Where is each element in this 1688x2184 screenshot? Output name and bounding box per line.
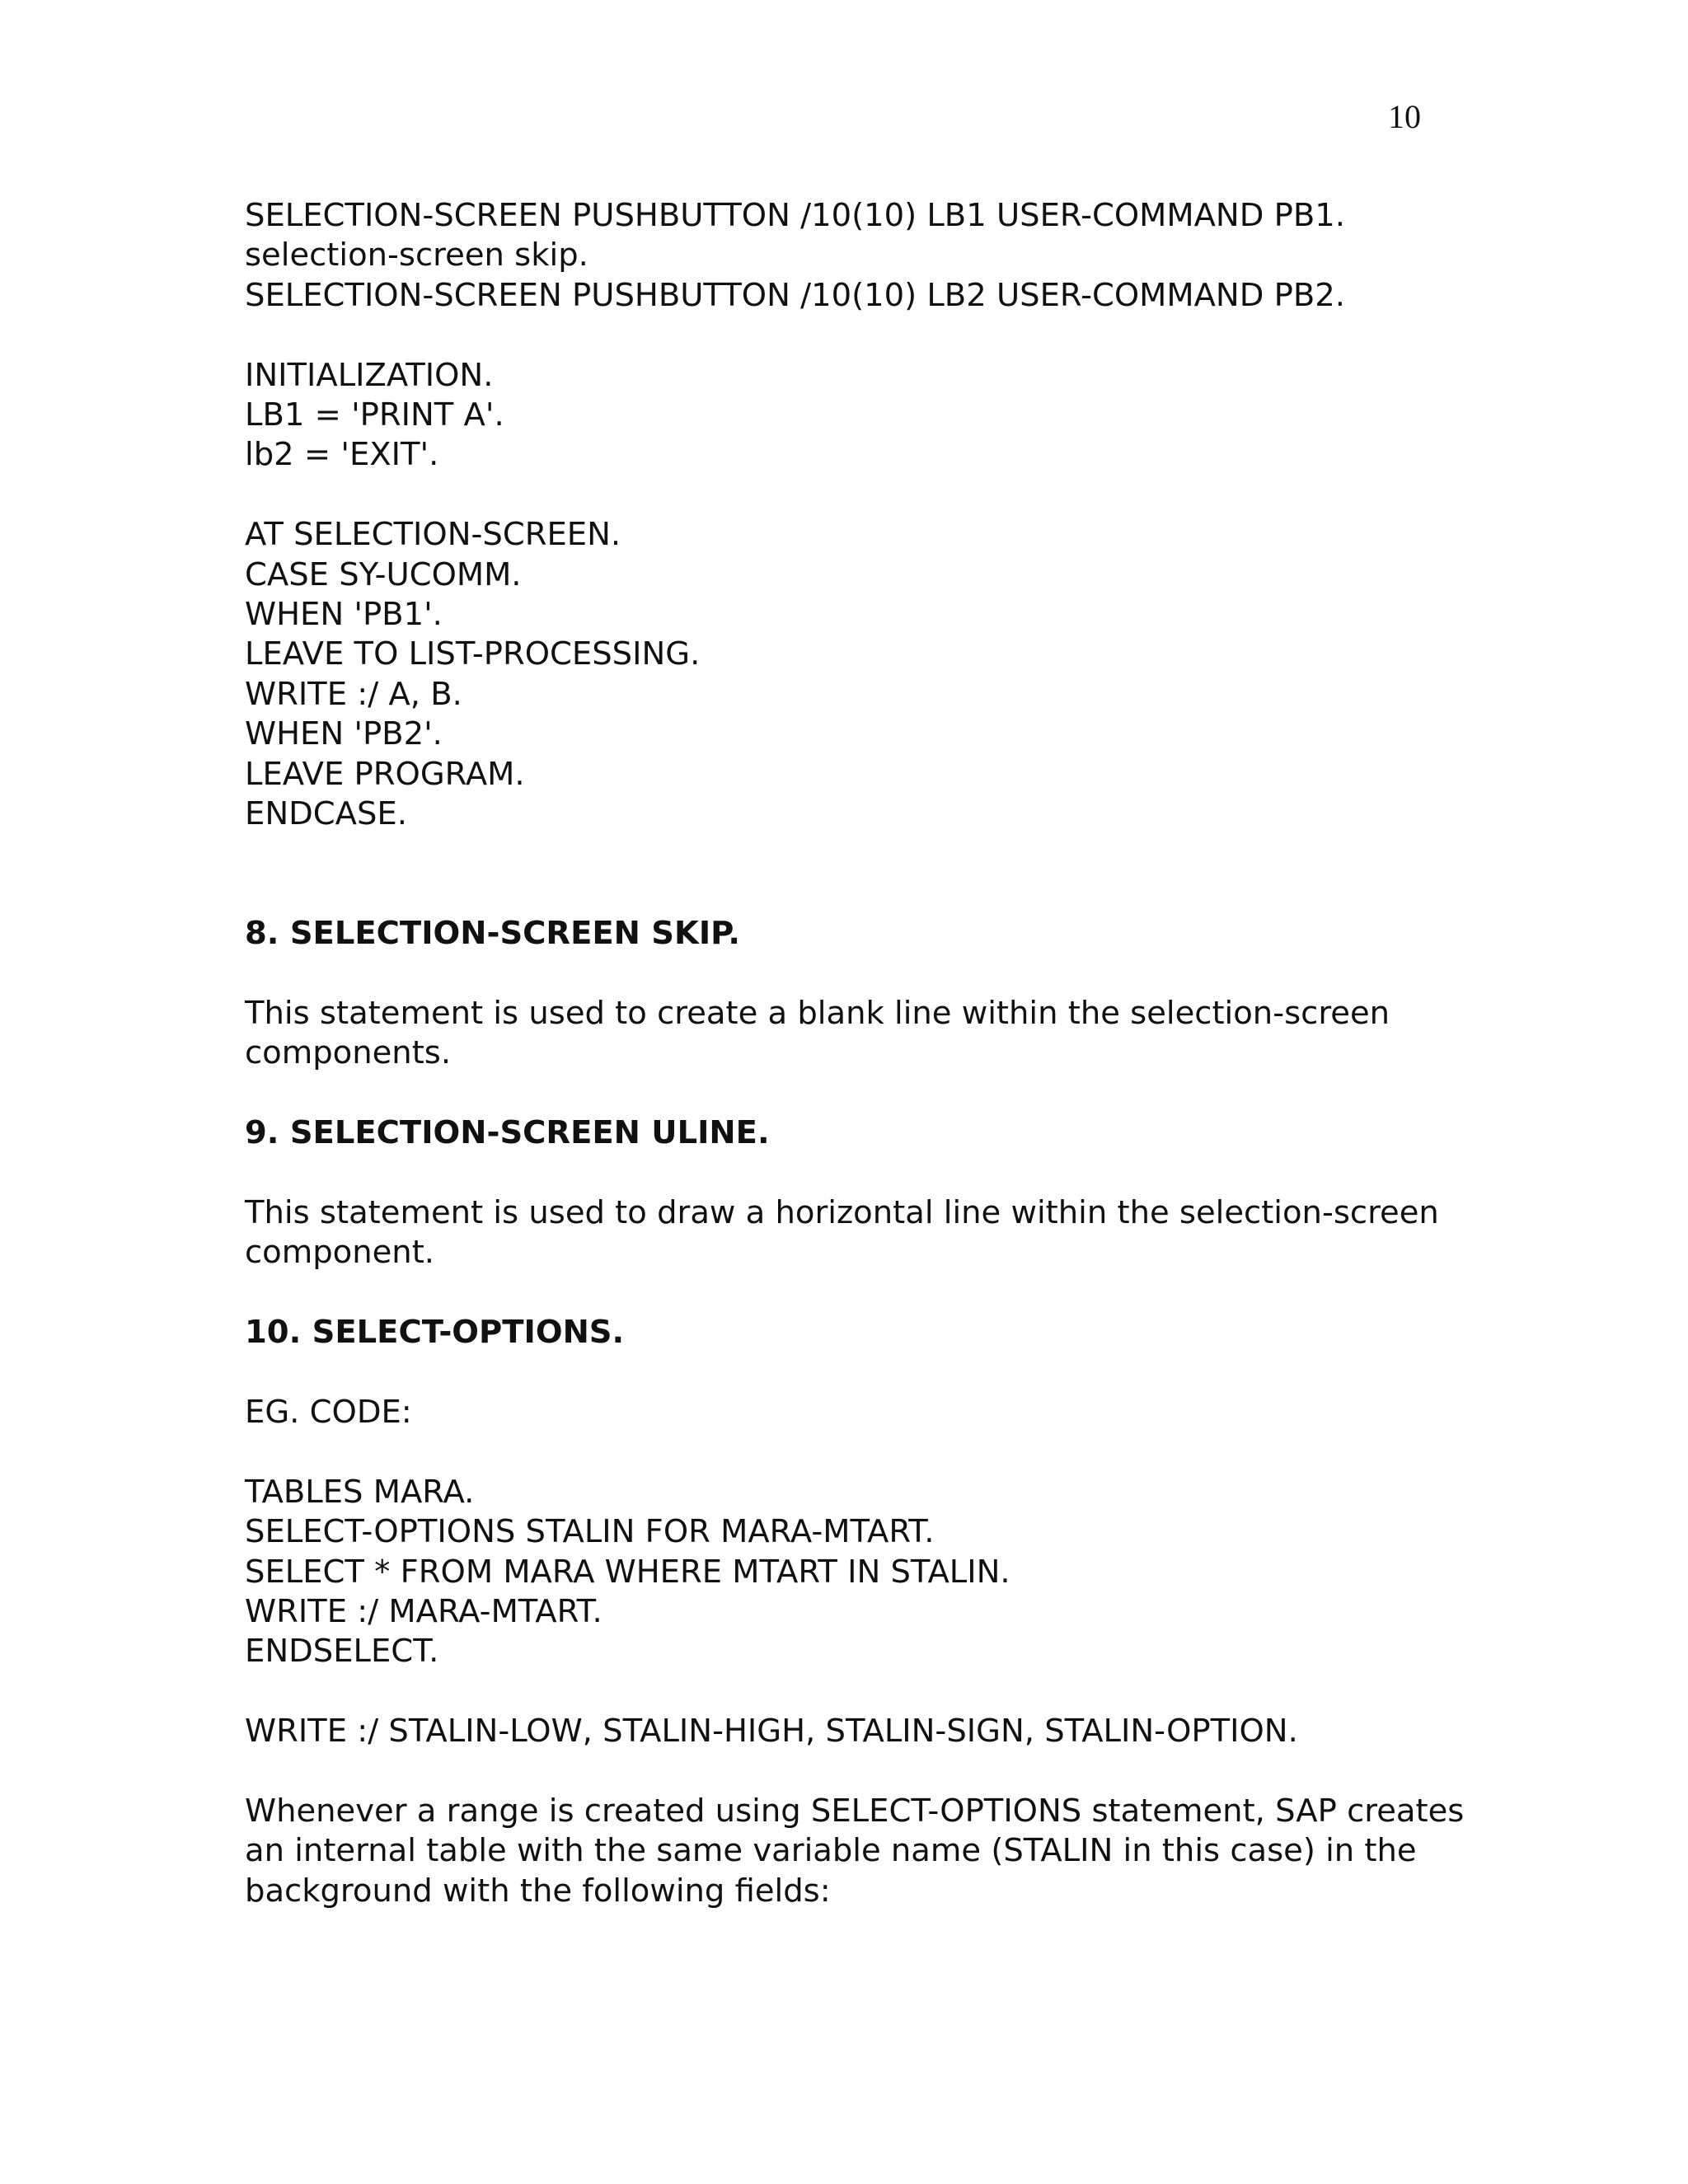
example-label: EG. CODE: [245,1394,412,1432]
code-line: CASE SY-UCOMM. [245,555,522,593]
spacer [245,1432,1597,1472]
body-text-line: component. [245,1234,435,1272]
spacer [245,316,1597,355]
code-line: LB1 = 'PRINT A'. [245,396,504,434]
spacer [245,1353,1597,1393]
body-text-line: This statement is used to draw a horizontal line within the selection-screen [245,1194,1439,1232]
code-line: LEAVE TO LIST-PROCESSING. [245,635,701,673]
code-line: WHEN 'PB2'. [245,715,443,753]
spacer [245,1752,1597,1792]
section-heading: 8. SELECTION-SCREEN SKIP. [245,915,740,953]
code-line: LEAVE PROGRAM. [245,755,525,793]
page-number: 10 [1388,98,1421,135]
code-line: WRITE :/ MARA-MTART. [245,1593,603,1631]
code-line: AT SELECTION-SCREEN. [245,516,621,554]
code-line-write-stalin: WRITE :/ STALIN-LOW, STALIN-HIGH, STALIN-SIGN, STALIN-OPTION. [245,1713,1298,1750]
body-text-line: Whenever a range is created using SELECT-OPTIONS statement, SAP creates [245,1793,1465,1830]
spacer [245,834,1597,874]
body-text-line: an internal table with the same variable name (STALIN in this case) in the [245,1832,1417,1870]
code-line: INITIALIZATION. [245,356,494,394]
spacer [245,954,1597,994]
code-line: ENDCASE. [245,795,407,833]
code-line: ENDSELECT. [245,1633,439,1671]
code-block-initialization [245,356,1597,476]
body-text-line: components. [245,1034,452,1072]
code-line: SELECT * FROM MARA WHERE MTART IN STALIN. [245,1553,1010,1591]
body-text-line: This statement is used to create a blank line within the selection-screen [245,995,1390,1033]
section-selection-screen-skip [245,914,1597,1074]
code-line: TABLES MARA. [245,1473,475,1511]
code-line: selection-screen skip. [245,237,588,274]
code-line: SELECT-OPTIONS STALIN FOR MARA-MTART. [245,1513,935,1551]
code-line: lb2 = 'EXIT'. [245,436,439,474]
spacer [245,1672,1597,1712]
code-line: WRITE :/ A, B. [245,675,462,713]
spacer [245,1273,1597,1313]
spacer [245,476,1597,515]
spacer [245,1074,1597,1113]
spacer [245,1154,1597,1193]
page-content [245,196,1597,1911]
section-heading: 9. SELECTION-SCREEN ULINE. [245,1114,770,1152]
code-block-select-options [245,1473,1597,1672]
code-block-at-selection-screen [245,515,1597,834]
body-text-line: background with the following fields: [245,1872,831,1910]
section-select-options [245,1313,1597,1911]
code-line: WHEN 'PB1'. [245,596,443,634]
code-line: SELECTION-SCREEN PUSHBUTTON /10(10) LB1 USER-COMMAND PB1. [245,197,1345,234]
section-heading: 10. SELECT-OPTIONS. [245,1314,625,1352]
code-block-pushbuttons [245,196,1597,316]
code-line: SELECTION-SCREEN PUSHBUTTON /10(10) LB2 USER-COMMAND PB2. [245,276,1345,314]
section-selection-screen-uline [245,1113,1597,1273]
spacer [245,874,1597,914]
